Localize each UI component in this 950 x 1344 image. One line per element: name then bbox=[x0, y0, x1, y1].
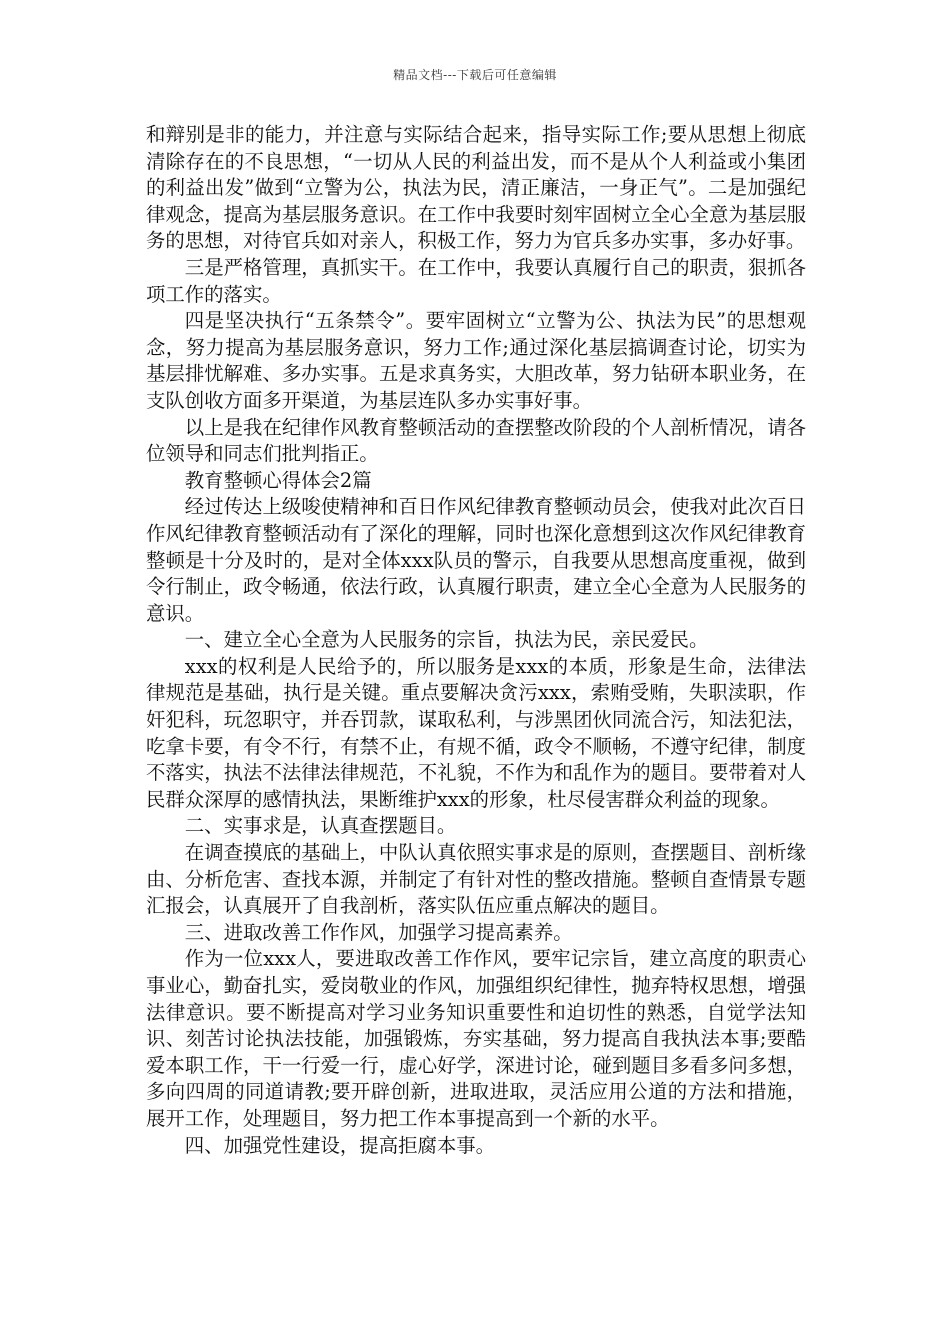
paragraph: 经过传达上级唆使精神和百日作风纪律教育整顿动员会，使我对此次百日作风纪律教育整顿活动有了深化的理解，同时也深化意想到这次作风纪律教育整顿是十分及时的，是对全体xxx队员的警示，自我要从思想高度重视，做到令行制止，政令畅通，依法行政，认真履行职责，建立全心全意为人民服务的意识。 bbox=[146, 495, 806, 625]
paragraph: xxx的权利是人民给予的，所以服务是xxx的本质，形象是生命，法律法律规范是基础，执行是关键。重点要解决贪污xxx，索贿受贿，失职渎职，作奸犯科，玩忽职守，并吞罚款，谋取私利，与涉黑团伙同流合污，知法犯法，吃拿卡要，有令不行，有禁不止，有规不循，政令不顺畅，不遵守纪律，制度不落实，执法不法律法律规范，不礼貌，不作为和乱作为的题目。要带着对人民群众深厚的感情执法，果断维护xxx的形象，杜尽侵害群众利益的现象。 bbox=[146, 654, 806, 811]
section-title: 教育整顿心得体会2篇 bbox=[184, 468, 372, 492]
paragraph: 作为一位xxx人，要进取改善工作作风，要牢记宗旨，建立高度的职责心事业心，勤奋扎实，爱岗敬业的作风，加强组织纪律性，抛弃特权思想，增强法律意识。要不断提高对学习业务知识重要性和迫切性的熟悉，自觉学法知识、刻苦讨论执法技能，加强锻炼，夯实基础，努力提高自我执法本事;要酷爱本职工作，干一行爱一行，虚心好学，深进讨论，碰到题目多看多问多想，多向四周的同道请教;要开辟创新，进取进取，灵活应用公道的方法和措施，展开工作，处理题目，努力把工作本事提高到一个新的水平。 bbox=[146, 947, 806, 1130]
section-heading: 二、实事求是，认真查摆题目。 bbox=[184, 814, 457, 838]
section-heading: 三、进取改善工作作风，加强学习提高素养。 bbox=[184, 920, 573, 944]
section-heading: 一、建立全心全意为人民服务的宗旨，执法为民，亲民爱民。 bbox=[184, 628, 709, 652]
page-header: 精品文档---下载后可任意编辑 bbox=[393, 68, 557, 82]
paragraph: 和辩别是非的能力，并注意与实际结合起来，指导实际工作;要从思想上彻底清除存在的不良思想，“一切从人民的利益出发，而不是从个人利益或小集团的利益出发”做到“立警为公，执法为民，清正廉洁，一身正气”。二是加强纪律观念，提高为基层服务意识。在工作中我要时刻牢固树立全心全意为基层服务的思想，对待官兵如对亲人，积极工作，努力为官兵多办实事，多办好事。 bbox=[146, 123, 806, 253]
document-body bbox=[146, 122, 806, 1159]
paragraph: 四是坚决执行“五条禁令”。要牢固树立“立警为公、执法为民”的思想观念，努力提高为基层服务意识，努力工作;通过深化基层搞调查讨论，切实为基层排忧解难、多办实事。五是求真务实，大胆改革，努力钻研本职业务，在支队创收方面多开渠道，为基层连队多办实事好事。 bbox=[146, 309, 806, 412]
paragraph: 三是严格管理，真抓实干。在工作中，我要认真履行自己的职责，狠抓各项工作的落实。 bbox=[146, 255, 806, 306]
section-heading: 四、加强党性建设，提高拒腐本事。 bbox=[184, 1133, 496, 1157]
paragraph: 以上是我在纪律作风教育整顿活动的查摆整改阶段的个人剖析情况，请各位领导和同志们批判指正。 bbox=[146, 415, 806, 466]
paragraph: 在调查摸底的基础上，中队认真依照实事求是的原则，查摆题目、剖析缘由、分析危害、查找本源，并制定了有针对性的整改措施。整顿自查情景专题汇报会，认真展开了自我剖析，落实队伍应重点解决的题目。 bbox=[146, 841, 806, 918]
